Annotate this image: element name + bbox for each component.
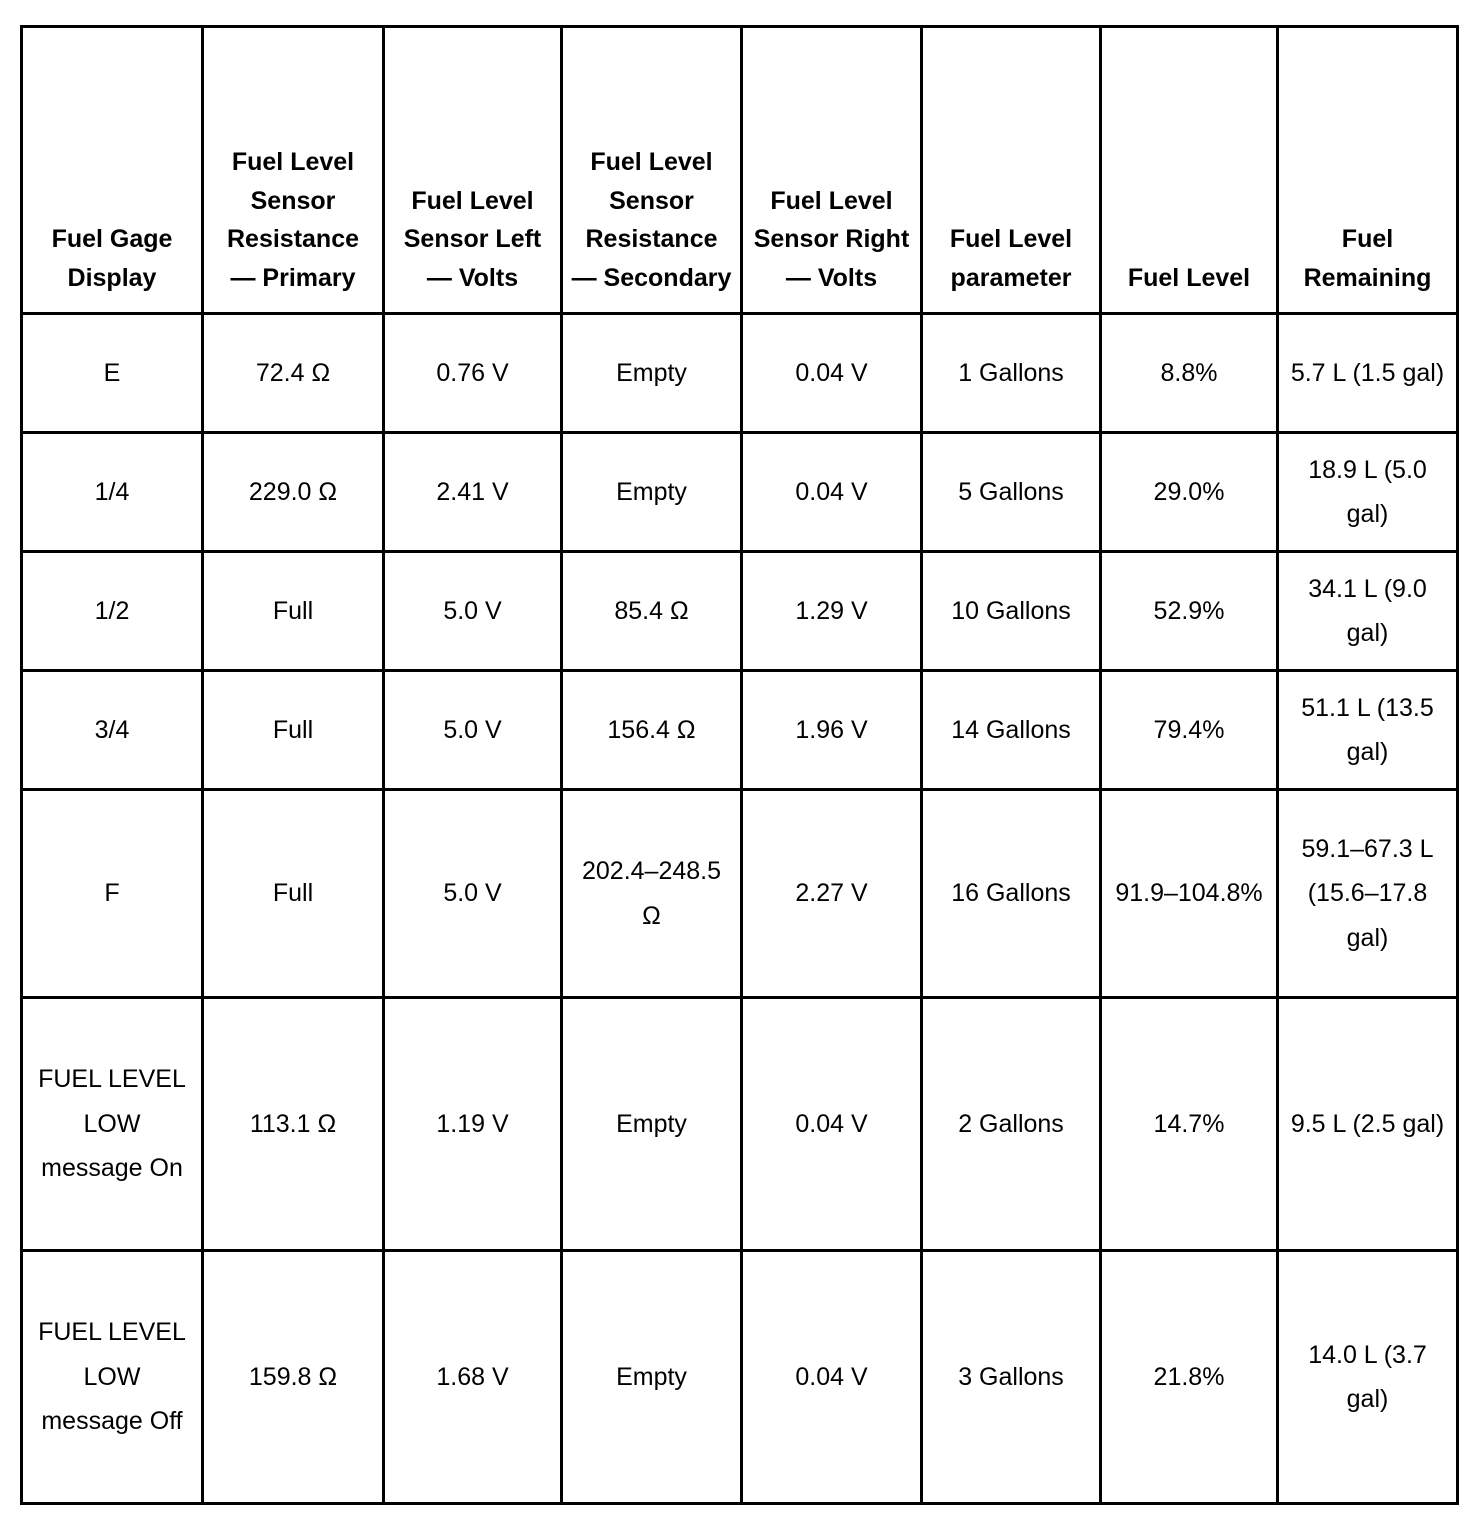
cell-fuel-remaining: 18.9 L (5.0 gal) [1278, 433, 1458, 552]
cell-gage-display: 3/4 [22, 671, 203, 790]
header-fuel-level: Fuel Level [1101, 27, 1278, 314]
cell-left-volts: 2.41 V [384, 433, 562, 552]
cell-left-volts: 5.0 V [384, 671, 562, 790]
table-row [22, 314, 1458, 433]
table-row [22, 1251, 1458, 1504]
cell-left-volts: 5.0 V [384, 790, 562, 998]
cell-fuel-remaining: 14.0 L (3.7 gal) [1278, 1251, 1458, 1504]
cell-fuel-remaining: 59.1–67.3 L (15.6–17.8 gal) [1278, 790, 1458, 998]
cell-level-parameter: 16 Gallons [922, 790, 1101, 998]
cell-left-volts: 5.0 V [384, 552, 562, 671]
cell-resistance-primary: Full [203, 790, 384, 998]
table-row [22, 552, 1458, 671]
cell-left-volts: 0.76 V [384, 314, 562, 433]
cell-right-volts: 1.29 V [742, 552, 922, 671]
cell-level-parameter: 1 Gallons [922, 314, 1101, 433]
cell-fuel-level: 21.8% [1101, 1251, 1278, 1504]
cell-right-volts: 1.96 V [742, 671, 922, 790]
cell-fuel-level: 91.9–104.8% [1101, 790, 1278, 998]
cell-level-parameter: 2 Gallons [922, 998, 1101, 1251]
cell-gage-display: 1/4 [22, 433, 203, 552]
cell-fuel-level: 79.4% [1101, 671, 1278, 790]
cell-level-parameter: 14 Gallons [922, 671, 1101, 790]
table-row [22, 671, 1458, 790]
header-sensor-resistance-primary: Fuel Level Sensor Resistance — Primary [203, 27, 384, 314]
header-sensor-right-volts: Fuel Level Sensor Right — Volts [742, 27, 922, 314]
table-row [22, 433, 1458, 552]
cell-resistance-secondary: Empty [562, 998, 742, 1251]
cell-resistance-secondary: 202.4–248.5 Ω [562, 790, 742, 998]
header-fuel-remaining: Fuel Remaining [1278, 27, 1458, 314]
cell-resistance-secondary: Empty [562, 314, 742, 433]
cell-gage-display: FUEL LEVEL LOW message Off [22, 1251, 203, 1504]
cell-resistance-secondary: Empty [562, 1251, 742, 1504]
cell-resistance-primary: 159.8 Ω [203, 1251, 384, 1504]
cell-right-volts: 2.27 V [742, 790, 922, 998]
cell-right-volts: 0.04 V [742, 433, 922, 552]
cell-left-volts: 1.19 V [384, 998, 562, 1251]
cell-fuel-remaining: 5.7 L (1.5 gal) [1278, 314, 1458, 433]
cell-level-parameter: 10 Gallons [922, 552, 1101, 671]
cell-right-volts: 0.04 V [742, 1251, 922, 1504]
header-sensor-resistance-secondary: Fuel Level Sensor Resistance — Secondary [562, 27, 742, 314]
cell-fuel-level: 14.7% [1101, 998, 1278, 1251]
header-sensor-left-volts: Fuel Level Sensor Left — Volts [384, 27, 562, 314]
cell-resistance-secondary: Empty [562, 433, 742, 552]
header-row [22, 27, 1458, 314]
cell-gage-display: FUEL LEVEL LOW message On [22, 998, 203, 1251]
cell-gage-display: E [22, 314, 203, 433]
cell-fuel-remaining: 51.1 L (13.5 gal) [1278, 671, 1458, 790]
cell-fuel-level: 29.0% [1101, 433, 1278, 552]
cell-level-parameter: 5 Gallons [922, 433, 1101, 552]
cell-resistance-primary: 72.4 Ω [203, 314, 384, 433]
cell-resistance-primary: Full [203, 671, 384, 790]
cell-right-volts: 0.04 V [742, 998, 922, 1251]
table-row [22, 790, 1458, 998]
cell-left-volts: 1.68 V [384, 1251, 562, 1504]
cell-fuel-remaining: 9.5 L (2.5 gal) [1278, 998, 1458, 1251]
cell-gage-display: F [22, 790, 203, 998]
cell-fuel-level: 8.8% [1101, 314, 1278, 433]
cell-fuel-level: 52.9% [1101, 552, 1278, 671]
table-row [22, 998, 1458, 1251]
cell-fuel-remaining: 34.1 L (9.0 gal) [1278, 552, 1458, 671]
cell-resistance-primary: 113.1 Ω [203, 998, 384, 1251]
cell-resistance-secondary: 156.4 Ω [562, 671, 742, 790]
cell-right-volts: 0.04 V [742, 314, 922, 433]
header-fuel-level-parameter: Fuel Level parameter [922, 27, 1101, 314]
cell-resistance-primary: Full [203, 552, 384, 671]
cell-resistance-primary: 229.0 Ω [203, 433, 384, 552]
fuel-gage-table [20, 25, 1459, 1505]
cell-level-parameter: 3 Gallons [922, 1251, 1101, 1504]
cell-resistance-secondary: 85.4 Ω [562, 552, 742, 671]
cell-gage-display: 1/2 [22, 552, 203, 671]
header-fuel-gage-display: Fuel Gage Display [22, 27, 203, 314]
